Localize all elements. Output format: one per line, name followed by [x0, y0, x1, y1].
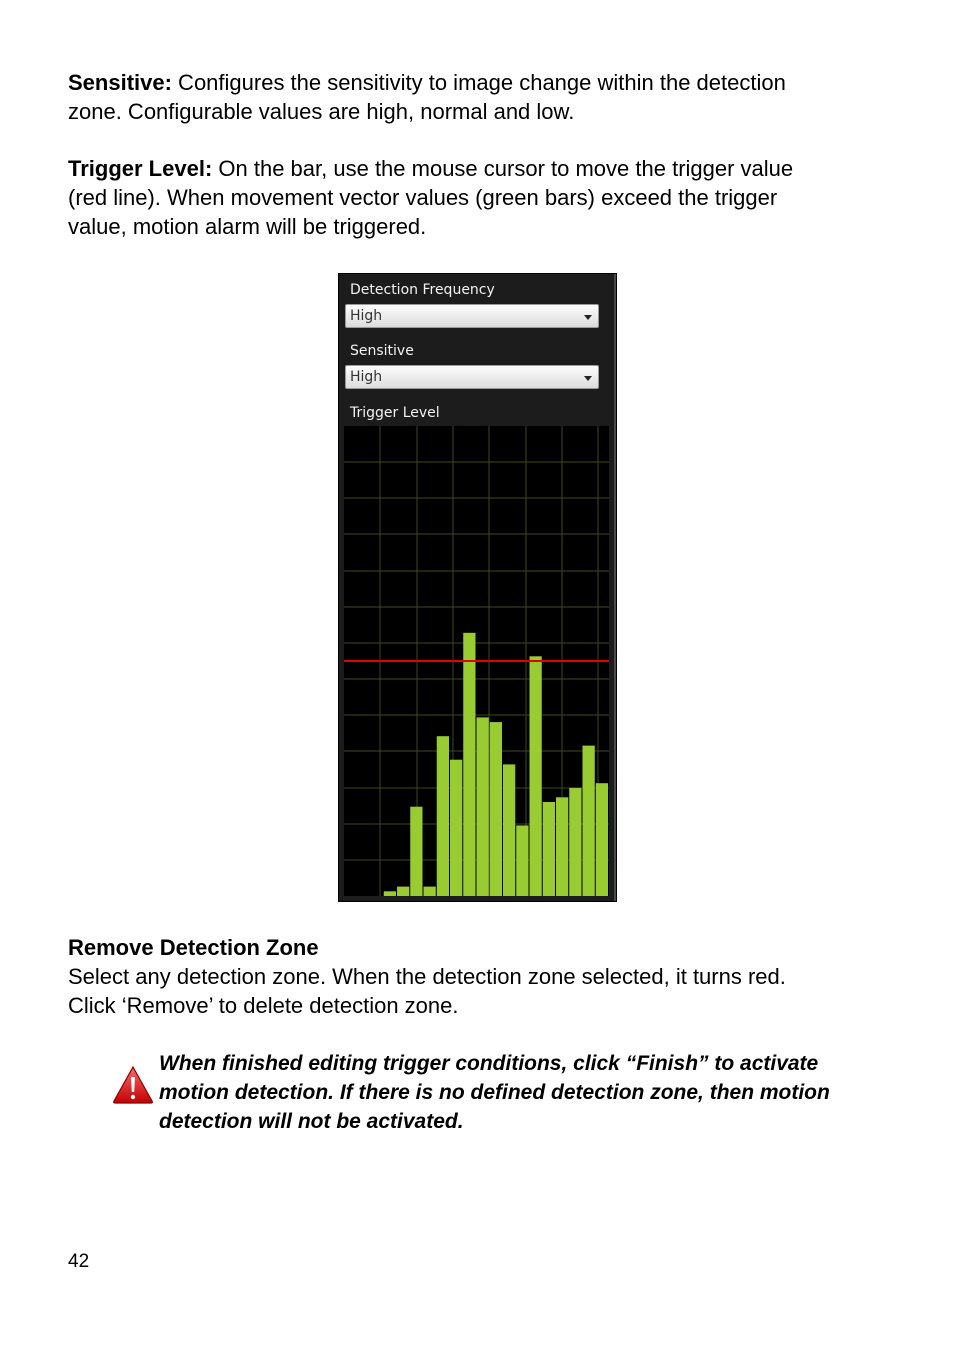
movement-bar	[437, 736, 449, 896]
warning-triangle-icon	[112, 1064, 154, 1106]
finish-note: When finished editing trigger conditions, click “Finish” to activate motion detection. If there is no defined detection zone, then motion detection will not be activated.	[159, 1052, 830, 1133]
detection-frequency-value: High	[350, 308, 383, 324]
movement-bar	[543, 802, 555, 896]
trigger-level-term: Trigger Level:	[68, 156, 213, 181]
sensitive-select[interactable]	[345, 365, 599, 389]
sensitive-term: Sensitive:	[68, 70, 172, 95]
chevron-down-icon	[584, 376, 592, 381]
movement-bar	[384, 891, 396, 896]
movement-bar	[596, 783, 608, 896]
remove-zone-heading: Remove Detection Zone	[68, 935, 319, 960]
sensitive-label: Sensitive	[350, 343, 414, 359]
movement-bar	[583, 746, 595, 896]
trigger-level-paragraph	[68, 154, 828, 241]
chevron-down-icon	[584, 315, 592, 320]
sensitive-value: High	[350, 369, 383, 385]
movement-bar	[556, 797, 568, 896]
movement-bar	[410, 807, 422, 896]
trigger-level-description: On the bar, use the mouse cursor to move the trigger value (red line). When movement vector values (green bars) exceed the trigger value, motion alarm will be triggered.	[68, 156, 794, 239]
movement-bar	[450, 760, 462, 896]
movement-bar	[516, 826, 528, 897]
sensitive-description: Configures the sensitivity to image change within the detection zone. Configurable values are high, normal and low.	[68, 70, 786, 124]
detection-frequency-select[interactable]	[345, 304, 599, 328]
movement-bar	[490, 722, 502, 896]
movement-bar	[463, 633, 475, 896]
motion-settings-panel	[338, 273, 617, 902]
page-number: 42	[68, 1251, 90, 1272]
trigger-level-label: Trigger Level	[350, 405, 440, 421]
movement-bar	[503, 764, 515, 896]
movement-bar	[424, 887, 436, 896]
trigger-level-chart[interactable]	[344, 426, 609, 896]
movement-bar	[569, 788, 581, 896]
sensitive-paragraph	[68, 68, 828, 126]
detection-frequency-label: Detection Frequency	[350, 282, 495, 298]
movement-bar	[530, 656, 542, 896]
movement-bar	[477, 717, 489, 896]
movement-bar	[397, 887, 409, 896]
remove-zone-description: Select any detection zone. When the detection zone selected, it turns red. Click ‘Remove’ to delete detection zone.	[68, 964, 786, 1018]
